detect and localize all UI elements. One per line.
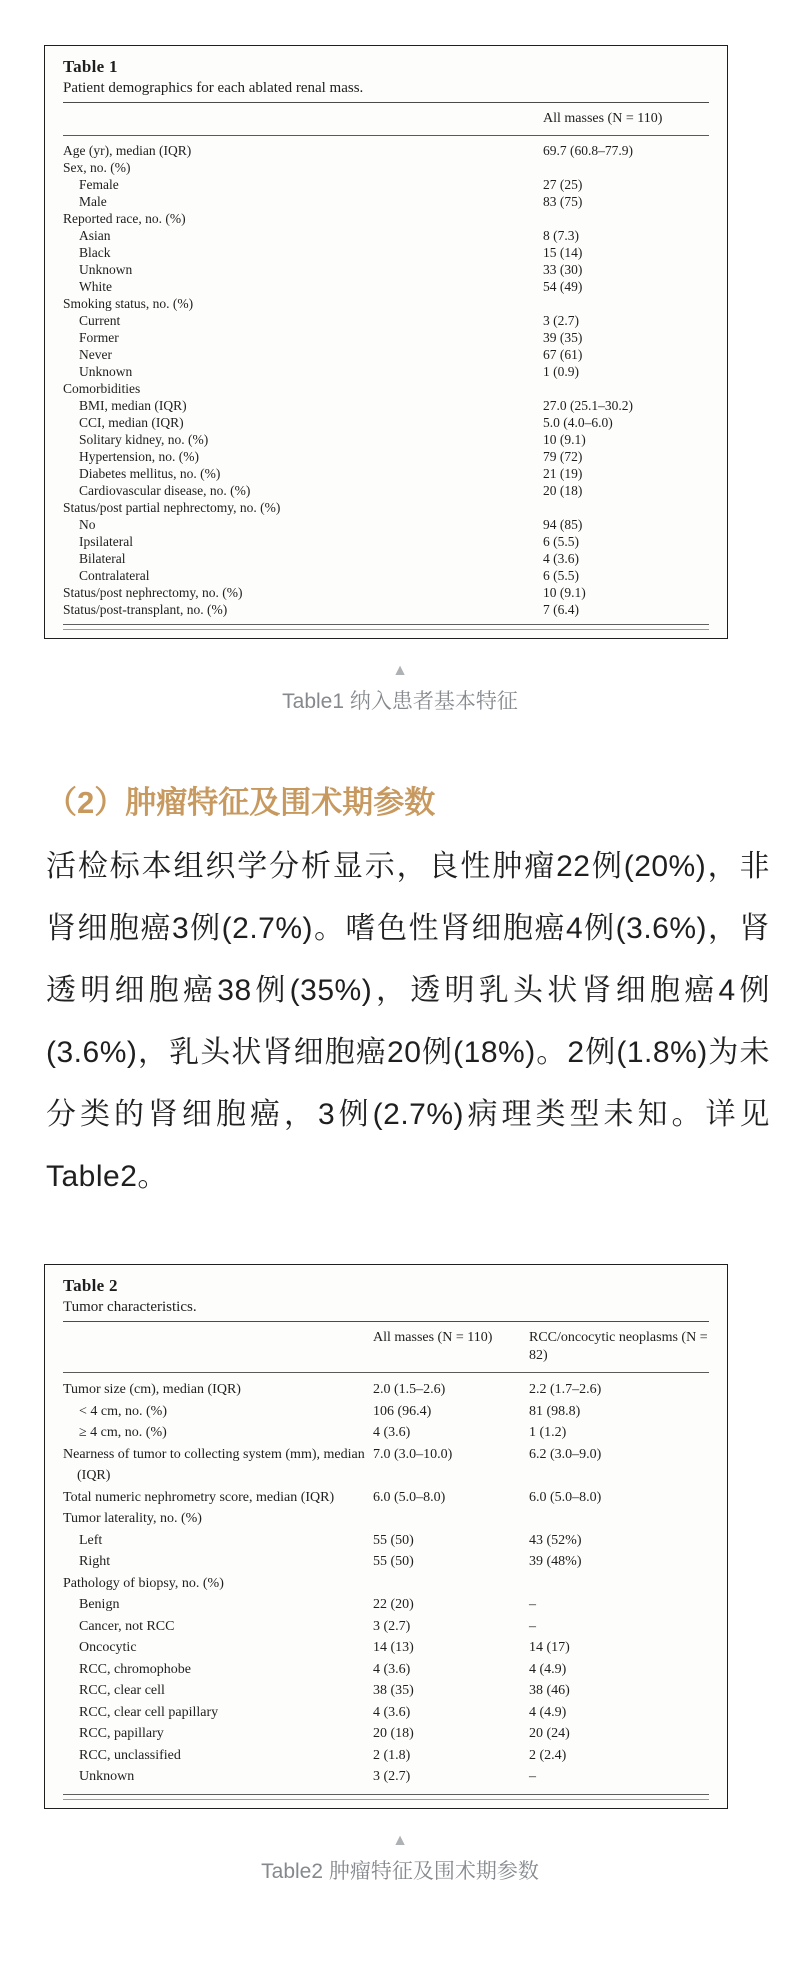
row-label: Contralateral	[79, 568, 150, 583]
row-label: Benign	[79, 1597, 120, 1612]
row-value: –	[529, 1769, 536, 1784]
row-label: BMI, median (IQR)	[79, 398, 187, 413]
row-label: RCC, chromophobe	[79, 1661, 191, 1677]
table1-body	[63, 140, 709, 618]
row-value: 3 (2.7)	[373, 1618, 411, 1634]
table-row	[63, 448, 709, 465]
table-row	[63, 1422, 709, 1444]
row-value: 3 (2.7)	[373, 1769, 411, 1784]
table-row	[63, 1766, 709, 1788]
table1-header-row	[63, 107, 709, 131]
row-label: CCI, median (IQR)	[79, 415, 184, 430]
table-row	[63, 516, 709, 533]
row-value: 54 (49)	[543, 279, 583, 294]
row-label: Male	[79, 194, 107, 209]
row-value: 4 (3.6)	[373, 1704, 411, 1720]
table2-top-rule	[63, 1321, 709, 1322]
table1-header-rule	[63, 135, 709, 136]
row-label: Nearness of tumor to collecting system (mm), median (IQR)	[63, 1446, 365, 1483]
row-value: 4 (3.6)	[373, 1425, 411, 1440]
row-value: 10 (9.1)	[543, 432, 586, 447]
table-row	[63, 482, 709, 499]
row-value: 69.7 (60.8–77.9)	[543, 143, 633, 158]
row-label: Ipsilateral	[79, 534, 133, 549]
table-row	[63, 1594, 709, 1616]
row-value: 8 (7.3)	[543, 228, 579, 243]
row-value: 10 (9.1)	[543, 585, 586, 600]
row-value: 55 (50)	[373, 1554, 414, 1569]
row-value: 43 (52%)	[529, 1532, 582, 1548]
row-value: 27 (25)	[543, 177, 583, 192]
row-value: 20 (18)	[543, 483, 583, 498]
row-label: Solitary kidney, no. (%)	[79, 432, 209, 447]
row-value: 20 (18)	[373, 1726, 414, 1741]
row-value: 15 (14)	[543, 245, 583, 260]
table2-col-header-all-masses: All masses (N = 110)	[373, 1330, 493, 1345]
row-value: 79 (72)	[543, 449, 583, 464]
row-label: RCC, papillary	[79, 1726, 164, 1741]
row-value: 1 (0.9)	[543, 364, 579, 379]
row-label: Status/post partial nephrectomy, no. (%)	[63, 500, 281, 515]
table-row	[63, 499, 709, 516]
table1-figure	[44, 45, 728, 639]
row-value: 83 (75)	[543, 194, 583, 209]
table2-title: Table 2	[63, 1276, 118, 1295]
row-value: 4 (4.9)	[529, 1704, 567, 1720]
row-value: 106 (96.4)	[373, 1403, 432, 1419]
row-label: Tumor laterality, no. (%)	[63, 1511, 202, 1526]
table2-subtitle: Tumor characteristics.	[63, 1299, 197, 1315]
table2-col-header-rcc: RCC/oncocytic neoplasms (N = 82)	[529, 1330, 708, 1363]
table-row	[63, 533, 709, 550]
row-label: Bilateral	[79, 551, 126, 566]
table-row	[63, 261, 709, 278]
table-row	[63, 1702, 709, 1724]
row-label: Never	[79, 347, 112, 362]
table-row	[63, 1723, 709, 1745]
table1-subtitle: Patient demographics for each ablated renal mass.	[63, 80, 364, 96]
section-paragraph: 活检标本组织学分析显示，良性肿瘤22例(20%)，非肾细胞癌3例(2.7%)。嗜色性肾细胞癌4例(3.6%)，肾透明细胞癌38例(35%)，透明乳头状肾细胞癌4例(3.6%)，乳头状肾细胞癌20例(18%)。2例(1.8%)为未分类的肾细胞癌，3例(2.7%)病理类型未知。详见Table2。	[46, 850, 770, 1193]
row-value: 81 (98.8)	[529, 1403, 581, 1419]
row-value: 6.0 (5.0–8.0)	[373, 1489, 446, 1505]
row-value: 39 (35)	[543, 330, 583, 345]
row-label: Comorbidities	[63, 381, 141, 396]
table2-figure	[44, 1264, 728, 1809]
table-row	[63, 278, 709, 295]
row-value: 5.0 (4.0–6.0)	[543, 415, 613, 430]
row-label: Current	[79, 313, 121, 328]
row-label: No	[79, 517, 96, 532]
row-value: 3 (2.7)	[543, 313, 579, 328]
row-value: 14 (13)	[373, 1640, 414, 1655]
row-label: White	[79, 279, 112, 294]
row-value: 38 (35)	[373, 1683, 414, 1698]
row-value: 6 (5.5)	[543, 534, 579, 549]
row-value: 2.2 (1.7–2.6)	[529, 1382, 602, 1397]
row-value: –	[529, 1618, 536, 1634]
table-row	[63, 244, 709, 261]
row-label: Left	[79, 1532, 103, 1548]
table-row	[63, 1637, 709, 1659]
row-label: Diabetes mellitus, no. (%)	[79, 466, 221, 481]
table1-caption: Table1 纳入患者基本特征	[282, 690, 518, 713]
table-row	[63, 397, 709, 414]
row-value: 55 (50)	[373, 1532, 414, 1548]
row-label: Female	[79, 177, 119, 192]
row-label: Status/post nephrectomy, no. (%)	[63, 585, 243, 600]
table2-header-row	[63, 1326, 709, 1368]
section-heading: （2）肿瘤特征及围术期参数	[46, 785, 436, 820]
row-label: Asian	[79, 228, 111, 243]
table1-top-rule	[63, 102, 709, 103]
table-row	[63, 601, 709, 618]
row-label: Total numeric nephrometry score, median (IQR)	[63, 1489, 335, 1505]
row-label: Hypertension, no. (%)	[79, 449, 199, 464]
table-row	[63, 295, 709, 312]
table2-bottom-rule	[63, 1794, 709, 1800]
row-value: 14 (17)	[529, 1640, 570, 1655]
table2-caption: Table2 肿瘤特征及围术期参数	[261, 1859, 539, 1883]
row-label: < 4 cm, no. (%)	[79, 1403, 167, 1419]
table-row	[63, 176, 709, 193]
row-label: Tumor size (cm), median (IQR)	[63, 1382, 241, 1397]
row-label: RCC, unclassified	[79, 1747, 181, 1763]
row-value: 6 (5.5)	[543, 568, 579, 583]
row-value: 22 (20)	[373, 1597, 414, 1612]
row-label: Cancer, not RCC	[79, 1618, 175, 1634]
row-value: 4 (4.9)	[529, 1661, 567, 1677]
row-label: Age (yr), median (IQR)	[63, 143, 192, 158]
table-row	[63, 567, 709, 584]
table-row	[63, 346, 709, 363]
table-row	[63, 1530, 709, 1552]
row-label: Status/post-transplant, no. (%)	[63, 602, 228, 617]
row-label: ≥ 4 cm, no. (%)	[79, 1425, 167, 1440]
row-label: Unknown	[79, 1769, 135, 1784]
row-value: 6.2 (3.0–9.0)	[529, 1446, 602, 1462]
row-label: Pathology of biopsy, no. (%)	[63, 1575, 224, 1591]
row-value: 39 (48%)	[529, 1554, 582, 1569]
row-value: 6.0 (5.0–8.0)	[529, 1489, 602, 1505]
table-row	[63, 1508, 709, 1530]
row-value: –	[529, 1597, 536, 1612]
table-row	[63, 1659, 709, 1681]
row-value: 21 (19)	[543, 466, 583, 481]
table-row	[63, 363, 709, 380]
table-row	[63, 1401, 709, 1423]
row-label: Black	[79, 245, 111, 260]
row-value: 2.0 (1.5–2.6)	[373, 1382, 446, 1397]
row-value: 20 (24)	[529, 1726, 570, 1741]
table-row	[63, 1573, 709, 1595]
row-value: 38 (46)	[529, 1683, 570, 1698]
row-value: 4 (3.6)	[373, 1661, 411, 1677]
table-row	[63, 465, 709, 482]
table-row	[63, 227, 709, 244]
table-row	[63, 1745, 709, 1767]
table1-bottom-rule	[63, 624, 709, 630]
table-row	[63, 1680, 709, 1702]
row-value: 4 (3.6)	[543, 551, 579, 566]
table1-col-header: All masses (N = 110)	[543, 111, 663, 126]
table-row	[63, 431, 709, 448]
row-value: 27.0 (25.1–30.2)	[543, 398, 633, 413]
row-label: Smoking status, no. (%)	[63, 296, 194, 311]
table-row	[63, 1444, 709, 1487]
row-value: 2 (2.4)	[529, 1747, 567, 1763]
collapse-triangle-icon: ▲	[392, 662, 408, 679]
table-row	[63, 380, 709, 397]
table-row	[63, 1551, 709, 1573]
table-row	[63, 329, 709, 346]
row-value: 7 (6.4)	[543, 602, 579, 617]
row-value: 7.0 (3.0–10.0)	[373, 1446, 453, 1462]
table-row	[63, 312, 709, 329]
row-value: 33 (30)	[543, 262, 583, 277]
row-label: RCC, clear cell papillary	[79, 1704, 219, 1720]
table2-header-rule	[63, 1372, 709, 1373]
row-label: Oncocytic	[79, 1640, 137, 1655]
row-value: 67 (61)	[543, 347, 583, 362]
table-row	[63, 1616, 709, 1638]
table-row	[63, 1379, 709, 1401]
table2-body	[63, 1377, 709, 1788]
row-label: RCC, clear cell	[79, 1683, 165, 1698]
row-value: 2 (1.8)	[373, 1747, 411, 1763]
table-row	[63, 159, 709, 176]
row-label: Cardiovascular disease, no. (%)	[79, 483, 251, 498]
table-row	[63, 1487, 709, 1509]
table-row	[63, 210, 709, 227]
row-value: 94 (85)	[543, 517, 583, 532]
row-label: Unknown	[79, 364, 133, 379]
table-row	[63, 193, 709, 210]
row-label: Sex, no. (%)	[63, 160, 131, 175]
table-row	[63, 414, 709, 431]
table1-title: Table 1	[63, 57, 118, 76]
row-value: 1 (1.2)	[529, 1425, 567, 1440]
collapse-triangle-icon: ▲	[392, 1831, 408, 1849]
row-label: Unknown	[79, 262, 133, 277]
table-row	[63, 584, 709, 601]
row-label: Right	[79, 1554, 111, 1569]
row-label: Reported race, no. (%)	[63, 211, 186, 226]
row-label: Former	[79, 330, 119, 345]
table-row	[63, 142, 709, 159]
table-row	[63, 550, 709, 567]
